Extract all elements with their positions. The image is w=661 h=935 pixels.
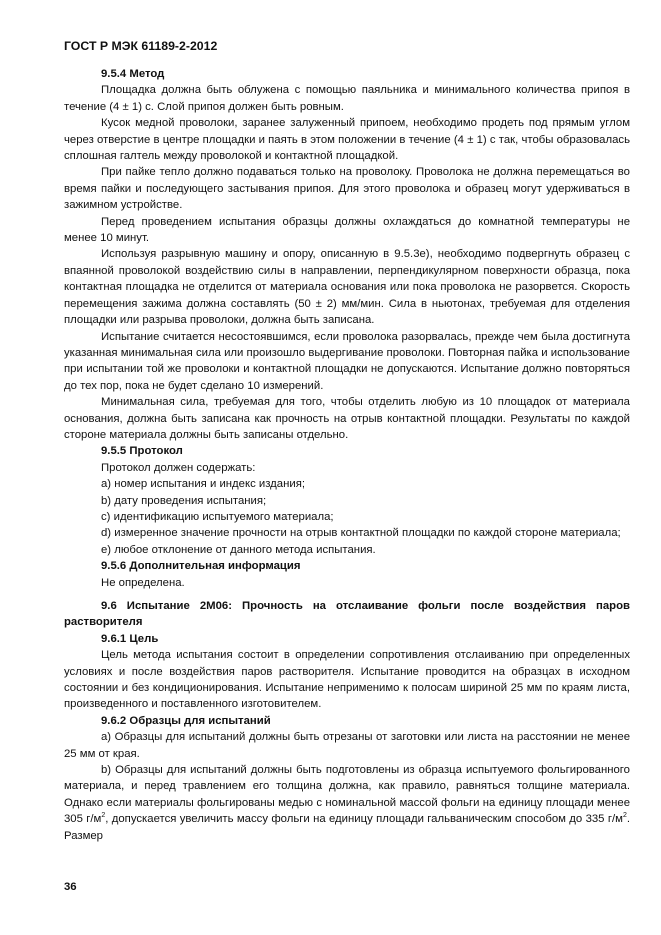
paragraph: Не определена. (101, 576, 185, 589)
paragraph: При пайке тепло должно подаваться только на проволоку. Проволока не должна перемещаться во время пайки и последующего застывания припоя. Для этого проволока и образец могут удерживаться в зажимном устройстве. (64, 166, 630, 212)
text-run: . Размер (64, 813, 630, 842)
paragraph: Испытание считается несостоявшимся, если проволока разорвалась, прежде чем была достигнута указанная минимальная сила или произошло выдергивание проволоки. Повторная пайка и использование при испытании той же проволоки и контактной площадки не допускаются. Испытание должно повторяться до тех пор, пока не будет сделано 10 измерений. (64, 330, 630, 392)
list-item: a) номер испытания и индекс издания; (101, 478, 305, 491)
paragraph: Кусок медной проволоки, заранее залуженный припоем, необходимо продеть под прямым углом через отверстие в центре площадки и паять в этом положении в течение (4 ± 1) с так, чтобы образовалась сплошная галтель между проволокой и контактной площадкой. (64, 117, 630, 163)
page-number: 36 (64, 881, 77, 893)
section-heading-9-6-1: 9.6.1 Цель (101, 632, 159, 645)
paragraph: Перед проведением испытания образцы должны охлаждаться до комнатной температуры не менее 10 минут. (64, 215, 630, 245)
text-run: , допускается увеличить массу фольги на единицу площади гальваническим способом до 335 г/м (105, 813, 623, 826)
superscript: 2 (622, 812, 627, 820)
list-item: c) идентификацию испытуемого материала; (101, 510, 334, 523)
list-item (64, 762, 630, 844)
list-item: b) дату проведения испытания; (101, 494, 267, 507)
paragraph: Минимальная сила, требуемая для того, чтобы отделить любую из 10 площадок от материала основания, должна быть записана как прочность на отрыв контактной площадки. Результаты по каждой стороне материала должны быть записаны отдельно. (64, 396, 630, 441)
document-page (64, 39, 630, 844)
paragraph: Цель метода испытания состоит в определении сопротивления отслаиванию при определенных условиях и после воздействия паров растворителя. Испытание проводится на образцах в исходном состоянии и без кондиционирования. Испытание неприменимо к полосам шириной 25 мм по краям листа, произведенного и поставленного изготовителем. (64, 649, 630, 711)
section-heading-9-6-2: 9.6.2 Образцы для испытаний (101, 714, 271, 727)
text-run: b) Образцы для испытаний должны быть подготовлены из образца испытуемого фольгированного материала, и перед травлением его толщина должна, как правило, равняться толщине материала. Однако если материалы фольгированы медью с номинальной массой фольги на единицу площади менее 305 г/м (64, 764, 630, 826)
paragraph: Площадка должна быть облужена с помощью паяльника и минимального количества припоя в течение (4 ± 1) с. Слой припоя должен быть ровным. (64, 84, 630, 113)
section-heading-9-6: 9.6 Испытание 2М06: Прочность на отслаивание фольги после воздействия паров растворителя (64, 600, 630, 629)
paragraph: Протокол должен содержать: (101, 461, 256, 474)
list-item: e) любое отклонение от данного метода испытания. (101, 543, 376, 556)
section-heading-9-5-4: 9.5.4 Метод (101, 68, 165, 80)
section-heading-9-5-6: 9.5.6 Дополнительная информация (101, 560, 301, 573)
list-item: d) измеренное значение прочности на отрыв контактной площадки по каждой стороне материала; (101, 527, 621, 540)
section-heading-9-5-5: 9.5.5 Протокол (101, 445, 183, 458)
superscript: 2 (101, 812, 106, 820)
document-header: ГОСТ Р МЭК 61189-2-2012 (64, 39, 218, 53)
list-item: a) Образцы для испытаний должны быть отрезаны от заготовки или листа на расстоянии не менее 25 мм от края. (64, 731, 630, 760)
paragraph: Используя разрывную машину и опору, описанную в 9.5.3е), необходимо подвергнуть образец с впаянной проволокой воздействию силы в направлении, перпендикулярном поверхности образца, пока контактная площадка не отделится от материала основания или пока проволока не разорвется. Скорость перемещения зажима должна составлять (50 ± 2) мм/мин. Сила в ньютонах, требуемая для отделения площадки или разрыва проволоки, должна быть записана. (64, 248, 630, 327)
